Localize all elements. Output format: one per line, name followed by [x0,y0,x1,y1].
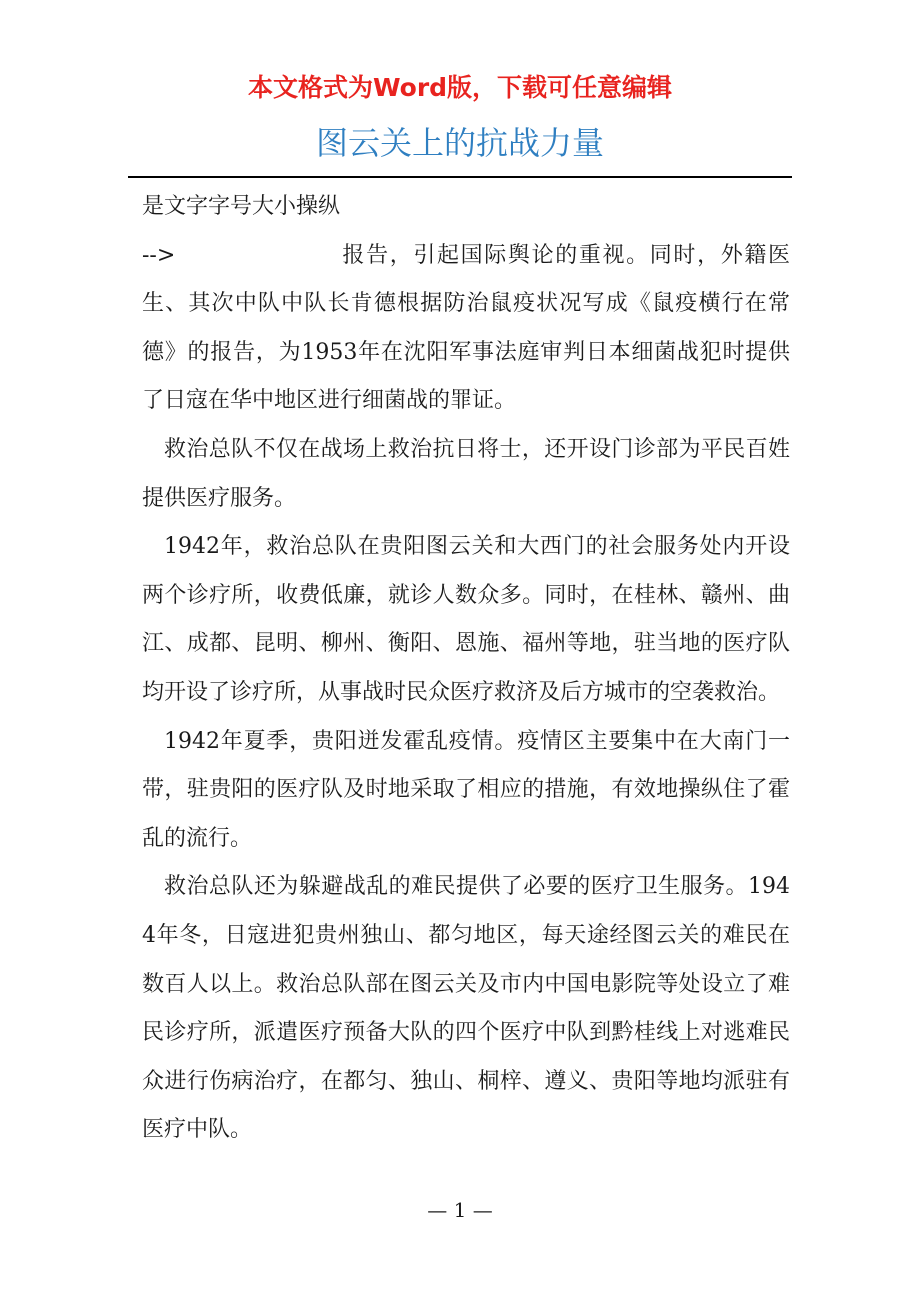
paragraph-3: 救治总队不仅在战场上救治抗日将士，还开设门诊部为平民百姓提供医疗服务。 [142,436,790,511]
paragraph-1: 是文字字号大小操纵 [142,194,341,219]
paragraph-5: 1942年夏季，贵阳迸发霍乱疫情。疫情区主要集中在大南门一带，驻贵阳的医疗队及时地采取了相应的措施，有效地操纵住了霍乱的流行。 [142,728,790,851]
title-divider [128,176,792,178]
format-notice-banner: 本文格式为Word版，下载可任意编辑 [247,73,673,102]
paragraph-4: 1942年，救治总队在贵阳图云关和大西门的社会服务处内开设两个诊疗所，收费低廉，就诊人数众多。同时，在桂林、赣州、曲江、成都、昆明、柳州、衡阳、恩施、福州等地，驻当地的医疗队均开设了诊疗所，从事战时民众医疗救济及后方城市的空袭救治。 [142,534,790,705]
document-body [142,183,790,1155]
paragraph-6: 救治总队还为躲避战乱的难民提供了必要的医疗卫生服务。1944年冬，日寇进犯贵州独山、都匀地区，每天途经图云关的难民在数百人以上。救治总队部在图云关及市内中国电影院等处设立了难民诊疗所，派遣医疗预备大队的四个医疗中队到黔桂线上对逃难民众进行伤病治疗，在都匀、独山、桐梓、遵义、贵阳等地均派驻有医疗中队。 [142,874,790,1143]
paragraph-2: --> 报告，引起国际舆论的重视。同时，外籍医生、其次中队中队长肯德根据防治鼠疫状况写成《鼠疫横行在常德》的报告，为1953年在沈阳军事法庭审判日本细菌战犯时提供了日寇在华中地区进行细菌战的罪证。 [142,242,790,414]
document-title: 图云关上的抗战力量 [315,124,604,162]
page-number: — 1 — [427,1198,493,1222]
